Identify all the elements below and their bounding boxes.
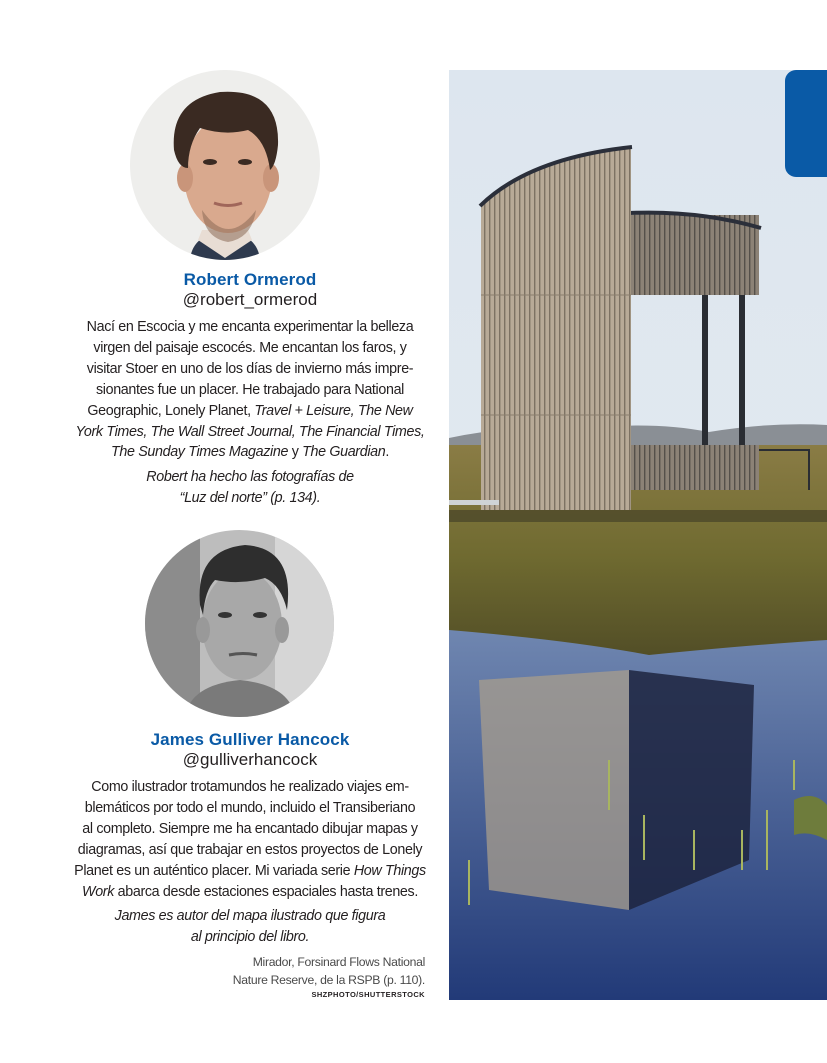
credit-line: “Luz del norte” (p. 134). xyxy=(179,489,321,506)
publication-title: York Times, The Wall Street Journal, The Financial Times, xyxy=(75,423,425,440)
avatar-robert-ormerod xyxy=(130,70,320,260)
bio-text: y xyxy=(288,444,303,461)
lookout-tower-photo xyxy=(449,70,827,1000)
bio-line xyxy=(50,442,450,463)
contributor-bio xyxy=(50,317,450,508)
contributor-handle: @gulliverhancock xyxy=(182,750,318,769)
bio-text: Geographic, Lonely Planet, xyxy=(87,402,255,419)
contributor-credit xyxy=(50,467,450,508)
bio-line: virgen del paisaje escocés. Me encantan los faros, y xyxy=(93,339,407,356)
section-tab xyxy=(785,70,827,177)
photo-caption xyxy=(233,954,425,1000)
contributor-robert xyxy=(50,270,450,508)
credit-line: Robert ha hecho las fotografías de xyxy=(146,469,354,486)
publication-title: The Guardian xyxy=(302,444,386,461)
publication-title: Work xyxy=(82,883,115,900)
bio-text: abarca desde estaciones espaciales hasta trenes. xyxy=(114,883,418,900)
bio-line: blemáticos por todo el mundo, incluido el Transiberiano xyxy=(84,799,416,816)
bio-line: visitar Stoer en uno de los días de invierno más impre- xyxy=(86,360,414,377)
bio-line xyxy=(50,861,450,882)
bio-line: Como ilustrador trotamundos he realizado viajes em- xyxy=(91,779,409,795)
contributor-name: James Gulliver Hancock xyxy=(150,730,350,749)
bio-line: al completo. Siempre me ha encantado dibujar mapas y xyxy=(82,820,418,837)
bio-text: . xyxy=(385,444,389,461)
bio-line xyxy=(50,882,450,903)
avatar-james-gulliver-hancock xyxy=(145,530,334,717)
contributor-james xyxy=(50,730,450,947)
contributor-handle: @robert_ormerod xyxy=(182,290,318,309)
publication-title: The Sunday Times Magazine xyxy=(111,444,289,461)
contributor-credit xyxy=(50,906,450,947)
photo-credit: SHZPHOTO/SHUTTERSTOCK xyxy=(311,990,425,999)
caption-line: Mirador, Forsinard Flows National xyxy=(252,955,425,969)
credit-line: James es autor del mapa ilustrado que figura xyxy=(114,908,386,925)
publication-title: Travel + Leisure, The New xyxy=(254,402,413,419)
publication-title: How Things xyxy=(353,862,426,879)
bio-line: sionantes fue un placer. He trabajado para National xyxy=(95,381,405,398)
bio-line xyxy=(50,401,450,422)
bio-line: Nací en Escocia y me encanta experimentar la belleza xyxy=(86,319,414,335)
credit-line: al principio del libro. xyxy=(190,928,310,945)
bio-line: diagramas, así que trabajar en estos proyectos de Lonely xyxy=(77,841,423,858)
contributor-name: Robert Ormerod xyxy=(183,270,317,289)
contributor-bio xyxy=(50,777,450,947)
bio-line xyxy=(50,422,450,443)
bio-text: Planet es un auténtico placer. Mi variada serie xyxy=(74,862,354,879)
caption-line: Nature Reserve, de la RSPB (p. 110). xyxy=(232,972,425,987)
